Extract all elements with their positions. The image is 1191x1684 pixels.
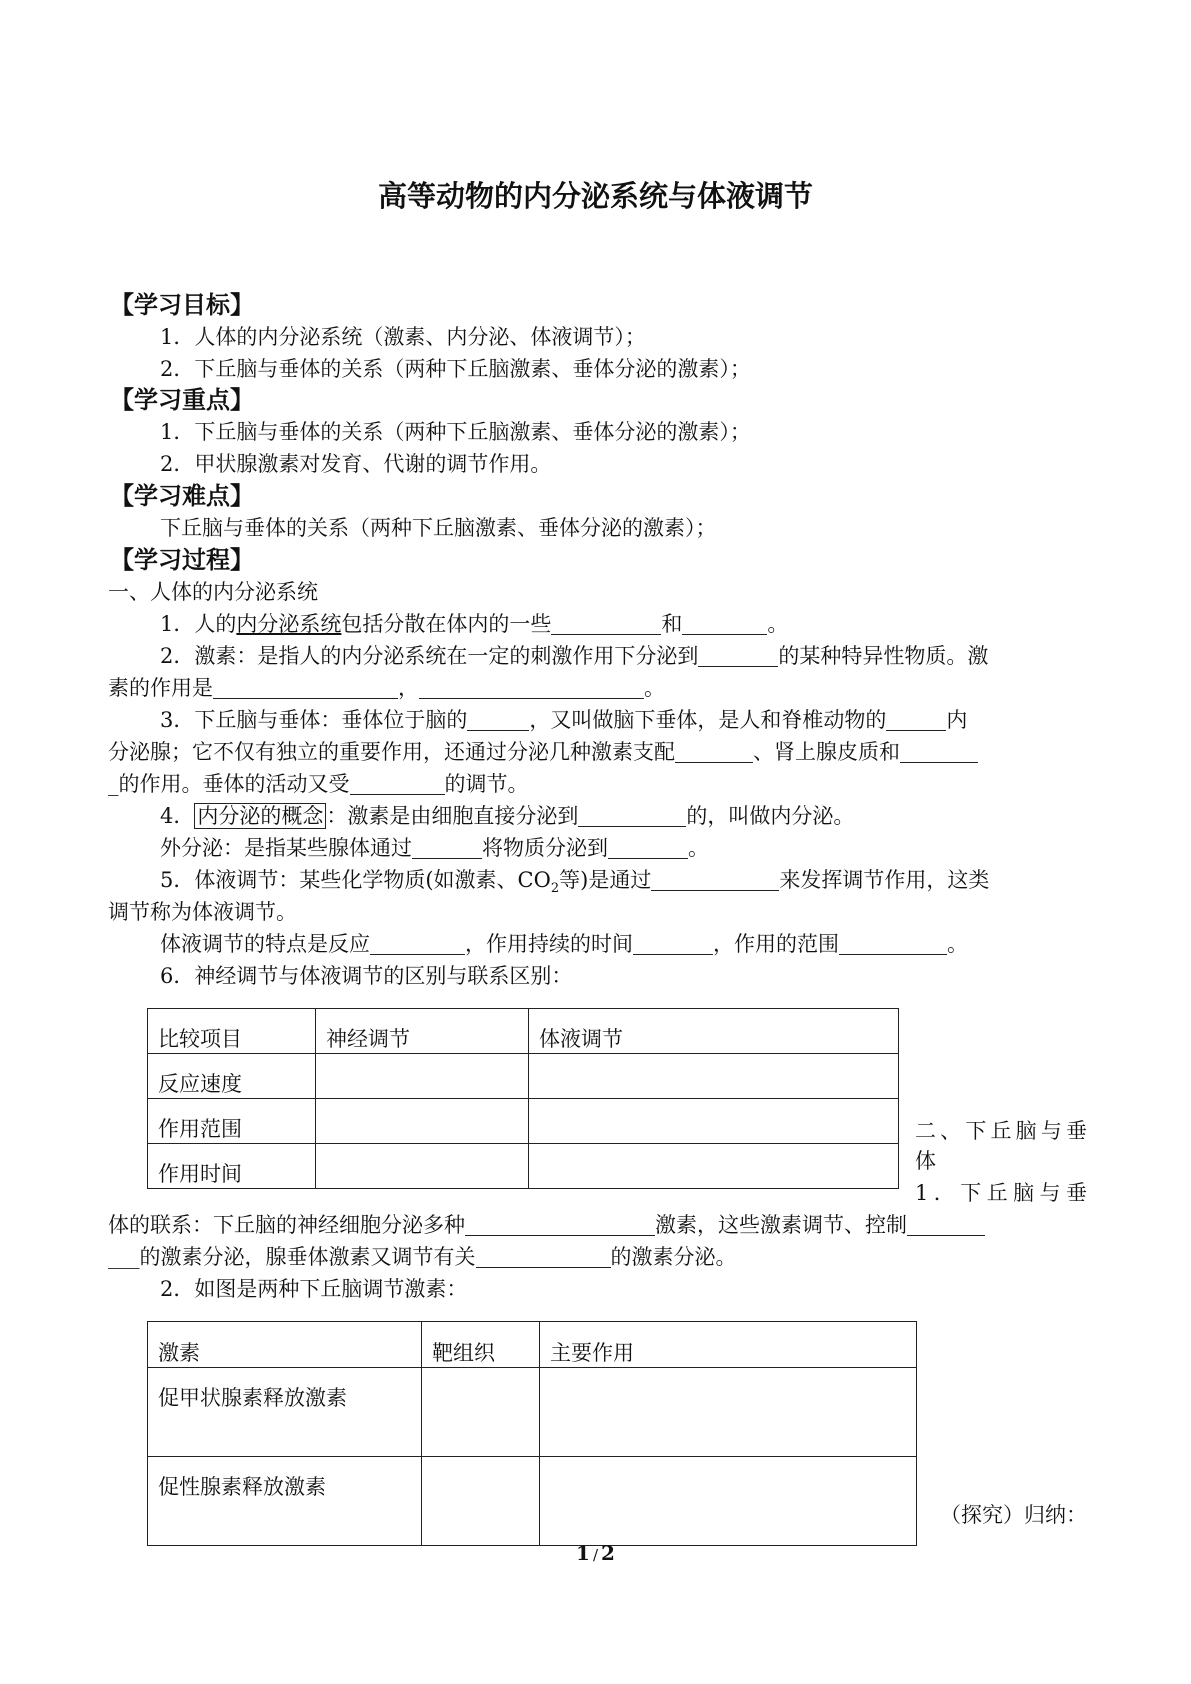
table-row-label: 作用范围 (148, 1099, 316, 1144)
table-cell[interactable] (422, 1368, 540, 1457)
blank[interactable] (578, 804, 686, 827)
question-5-line-1: 5．体液调节：某些化学物质(如激素、$CO_2$等)是通过 来发挥调节作用，这类 (160, 868, 990, 897)
table-row-label: 反应速度 (148, 1054, 316, 1099)
table-header-row (148, 1322, 917, 1368)
table-cell[interactable] (540, 1457, 917, 1546)
table-row-label: 作用时间 (148, 1144, 316, 1189)
table-row (148, 1368, 917, 1457)
question-1: 1．人的内分泌系统包括分散在体内的一些 和 。 (160, 612, 789, 636)
question-3-line-3: _的作用。垂体的活动又受 的调节。 (108, 772, 529, 796)
table-header-cell: 主要作用 (540, 1322, 917, 1368)
blank[interactable] (608, 836, 688, 859)
blank[interactable] (907, 1213, 985, 1236)
blank[interactable] (675, 740, 753, 763)
section1-heading: 一、人体的内分泌系统 (108, 580, 318, 604)
page-number: 1 / 2 (576, 1541, 615, 1565)
blank[interactable] (839, 932, 947, 955)
table-row-label: 促甲状腺素释放激素 (148, 1368, 422, 1457)
table-header-cell: 激素 (148, 1322, 422, 1368)
explore-summary: （探究）归纳： (940, 1503, 1087, 1527)
key-points-heading: 【学习重点】 (110, 386, 254, 414)
blank[interactable] (465, 1213, 655, 1236)
blank[interactable] (900, 740, 978, 763)
blank[interactable] (213, 676, 398, 699)
key-point-item-2: 2．甲状腺激素对发育、代谢的调节作用。 (160, 452, 552, 476)
blank[interactable] (633, 932, 713, 955)
page-title: 高等动物的内分泌系统与体液调节 (377, 179, 813, 213)
table-cell[interactable] (316, 1144, 529, 1189)
question-2-line-2: 素的作用是 ， 。 (108, 676, 665, 700)
table-cell[interactable] (529, 1054, 899, 1099)
table-cell[interactable] (316, 1099, 529, 1144)
goal-item-2: 2．下丘脑与垂体的关系（两种下丘脑激素、垂体分泌的激素）； (160, 357, 751, 381)
table-header-row (148, 1009, 899, 1054)
question-2-line-1: 2．激素：是指人的内分泌系统在一定的刺激作用下分泌到 的某种特异性物质。激 (160, 644, 989, 668)
table-cell[interactable] (529, 1144, 899, 1189)
section2-para-1-line-3: ___的激素分泌，腺垂体激素又调节有关 的激素分泌。 (108, 1245, 737, 1269)
question-4-exocrine: 外分泌：是指某些腺体通过 将物质分泌到 。 (160, 836, 709, 860)
comparison-table (147, 1008, 899, 1189)
question-6: 6．神经调节与体液调节的区别与联系区别： (160, 964, 573, 988)
table-row (148, 1457, 917, 1546)
table-row (148, 1054, 899, 1099)
process-heading: 【学习过程】 (110, 546, 254, 574)
table-cell[interactable] (540, 1368, 917, 1457)
blank[interactable] (419, 676, 644, 699)
section2-heading: 二、下丘脑与垂 (915, 1119, 1087, 1143)
section2-para-1-start: 1．下丘脑与垂 (915, 1181, 1087, 1205)
difficulty-item-1: 下丘脑与垂体的关系（两种下丘脑激素、垂体分泌的激素）； (160, 516, 717, 540)
blank[interactable] (370, 932, 465, 955)
section2-para-2: 2．如图是两种下丘脑调节激素： (160, 1277, 468, 1301)
blank[interactable] (467, 708, 529, 731)
table-header-cell: 比较项目 (148, 1009, 316, 1054)
blank[interactable] (651, 868, 779, 891)
goal-item-1: 1．人体的内分泌系统（激素、内分泌、体液调节）； (160, 325, 646, 349)
blank[interactable] (412, 836, 482, 859)
question-3-line-1: 3．下丘脑与垂体：垂体位于脑的 ，又叫做脑下垂体，是人和脊椎动物的 内 (160, 708, 968, 732)
section2-heading-cont: 体 (915, 1149, 936, 1173)
hormone-table (147, 1321, 917, 1546)
key-point-item-1: 1．下丘脑与垂体的关系（两种下丘脑激素、垂体分泌的激素）； (160, 420, 751, 444)
section2-para-1-line-2: 体的联系：下丘脑的神经细胞分泌多种 激素，这些激素调节、控制 (108, 1210, 985, 1240)
difficulties-heading: 【学习难点】 (110, 482, 254, 510)
table-header-cell: 体液调节 (529, 1009, 899, 1054)
question-4: 4． 内分泌的概念 ：激素是由细胞直接分泌到 的，叫做内分泌。 (160, 804, 855, 828)
table-header-cell: 神经调节 (316, 1009, 529, 1054)
blank[interactable] (350, 772, 445, 795)
table-cell[interactable] (316, 1054, 529, 1099)
table-cell[interactable] (529, 1099, 899, 1144)
table-row (148, 1144, 899, 1189)
blank[interactable] (886, 708, 946, 731)
table-row (148, 1099, 899, 1144)
table-row-label: 促性腺素释放激素 (148, 1457, 422, 1546)
goals-heading: 【学习目标】 (110, 291, 254, 319)
blank[interactable] (682, 612, 767, 635)
blank[interactable] (476, 1245, 611, 1268)
table-cell[interactable] (422, 1457, 540, 1546)
blank[interactable] (551, 612, 661, 635)
question-3-line-2: 分泌腺；它不仅有独立的重要作用，还通过分泌几种激素支配 、肾上腺皮质和 (108, 737, 978, 767)
blank[interactable] (698, 644, 778, 667)
question-5-line-2: 调节称为体液调节。 (108, 900, 297, 924)
question-5-features: 体液调节的特点是反应 ，作用持续的时间 ，作用的范围 。 (160, 932, 968, 956)
table-header-cell: 靶组织 (422, 1322, 540, 1368)
